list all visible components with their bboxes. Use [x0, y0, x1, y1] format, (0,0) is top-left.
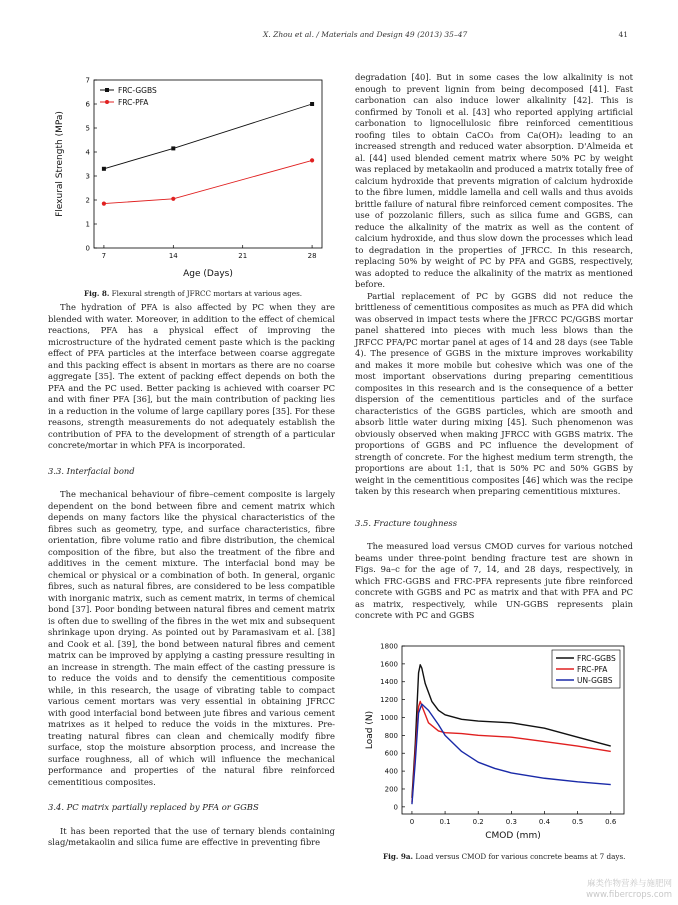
- data-point: [102, 202, 106, 206]
- y-tick-label: 200: [384, 785, 398, 794]
- y-axis-label: Load (N): [365, 710, 375, 750]
- paragraph: The hydration of PFA is also affected by PC when they are blended with water. Moreover, in addition to the effect of chemical reactions, PFA has a physical effect of improving the microstructure of the hydrated cement paste which is the packing effect of PFA particles at the interface between coarse aggregate and this packing effect is absent in mortars as there are no coarse aggregate [35]. The extent of packing effect depends on both the PFA and the PC used. Better packing is achieved with coarser PC and with finer PFA [36], but the main contribution of packing lies in a reduction in the volume of large capillary pores [35]. For these reasons, strength measurements do not adequately establish the contribution of PFA to the development of strength of a particular concrete/mortar in which PFA is incorporated.: [48, 302, 335, 450]
- x-tick-label: 0.2: [472, 818, 484, 826]
- page-number: 41: [618, 30, 628, 39]
- legend: [552, 650, 620, 688]
- series-line-un-ggbs: [412, 704, 611, 804]
- y-tick-label: 2: [85, 196, 90, 205]
- series-line-frc-ggbs: [104, 104, 312, 169]
- x-tick-label: 0.1: [439, 818, 451, 826]
- legend-frc-ggbs: FRC-GGBS: [577, 654, 616, 663]
- watermark: [586, 879, 672, 901]
- watermark-line: www.fibercrops.com: [586, 890, 672, 900]
- y-tick-label: 4: [85, 148, 90, 157]
- paragraph: The mechanical behaviour of fibre–cement composite is largely dependent on the bond between fibre and cement matrix which depends on many factors like the physical characteristics of the fibres such as geometry, type, and surface characteristics, fibre orientation, fibre volume ratio and fibre distribution, the chemical composition of the fibre, but also the treatment of the fibre and additives in the cement mixture. The interfacial bond may be chemical or physical or a combination of both. In general, organic fibres, such as natural fibres, are considered to be less compatible with inorganic matrix, such as cement matrix, in terms of chemical bond [37]. Poor bonding between natural fibres and cement matrix is often due to swelling of the fibres in the wet mix and subsequent shrinkage upon drying. As pointed out by Paramasivam et al. [38] and Cook et al. [39], the bond between natural fibres and cement matrix can be improved by applying a casting pressure resulting in an increase in strength. The main effect of the casting pressure is to reduce the voids and to densify the cementitious composite while, in this research, the usage of vibrating table to compact various cement mortars was very essential in obtaining JFRCC with good interfacial bond between jute fibres and various cement matrixes as it helped to reduce the voids in the mixtures. Pre-treating natural fibres can clean and chemically modify fibre surface, stop the moisture absorption process, and increase the surface roughness, all of which will influence the mechanical performance and properties of the natural fibre reinforced cementitious composites.: [48, 489, 335, 787]
- data-point: [171, 146, 175, 150]
- figure-9a-caption: [383, 852, 625, 861]
- left-column: [48, 302, 335, 849]
- y-tick-label: 1200: [380, 696, 398, 705]
- legend-frc-pfa: FRC-PFA: [118, 98, 149, 107]
- legend: [100, 86, 157, 107]
- section-heading: 3.5. Fracture toughness: [355, 517, 458, 528]
- caption-text: Flexural strength of JFRCC mortars at various ages.: [111, 289, 303, 298]
- x-tick-label: 0.4: [538, 818, 551, 826]
- figure-9a-chart: [362, 640, 632, 845]
- y-tick-label: 0: [85, 244, 90, 253]
- y-tick-label: 400: [384, 767, 398, 776]
- paragraph: The measured load versus CMOD curves for various notched beams under three-point bending fracture test are shown in Figs. 9a–c for the age of 7, 14, and 28 days, respectively, in which FRC-GGBS and FRC-PFA represents jute fibre reinforced concrete with GGBS and PC as matrix and that with PFA and PC as matrix, respectively, while UN-GGBS represents plain concrete with PC and GGBS: [355, 541, 633, 620]
- legend-frc-pfa: FRC-PFA: [577, 665, 608, 674]
- figure-8-chart: [50, 72, 335, 282]
- y-axis-label: Flexural Strength (MPa): [55, 111, 65, 217]
- watermark-line: 麻类作物营养与施肥网: [586, 879, 672, 889]
- x-tick-label: 28: [307, 252, 317, 260]
- y-tick-label: 1400: [380, 678, 398, 687]
- y-tick-label: 3: [85, 172, 90, 181]
- paragraph: degradation [40]. But in some cases the low alkalinity is not enough to prevent lignin from being decomposed [41]. Fast carbonation can also induce lower alkalinity [42]. This is confirmed by Tonoli et al. [43] who reported applying artificial carbonation to lignocellulosic fibre reinforced cementitious roofing tiles to obtain CaCO₃ from Ca(OH)₂ leading to an increased strength and reduced water absorption. D'Almeida et al. [44] used blended cement matrix where 50% PC by weight was replaced by metakaolin and produced a matrix totally free of calcium hydroxide that prevents migration of calcium hydroxide to the fibre lumen, middle lamella and cell walls and thus avoids brittle failure of natural fibre reinforced cement composites. The use of pozzolanic fillers, such as silica fume and GGBS, can reduce the alkalinity of the matrix as well as the content of calcium hydroxide, and thus slow down the processes which lead to degradation in the properties of JFRCC. In this research, replacing 50% by weight of PC by PFA and GGBS, respectively, was adopted to reduce the alkalinity of the matrix as mentioned before.: [355, 72, 633, 289]
- data-point: [310, 102, 314, 106]
- section-heading: 3.3. Interfacial bond: [48, 465, 135, 476]
- y-tick-label: 1: [85, 220, 90, 229]
- caption-text: Load versus CMOD for various concrete beams at 7 days.: [415, 852, 626, 861]
- page-header: [48, 30, 628, 42]
- figure-8-caption: [84, 289, 302, 298]
- caption-label: Fig. 9a.: [383, 852, 414, 861]
- x-tick-label: 0.5: [572, 818, 584, 826]
- journal-citation: X. Zhou et al. / Materials and Design 49 (2013) 35–47: [263, 30, 468, 39]
- y-tick-label: 7: [85, 76, 90, 85]
- legend-frc-ggbs: FRC-GGBS: [118, 86, 157, 95]
- y-tick-label: 5: [85, 124, 90, 133]
- x-tick-label: 0.3: [505, 818, 517, 826]
- y-tick-label: 1000: [380, 713, 398, 722]
- caption-label: Fig. 8.: [84, 289, 110, 298]
- x-tick-label: 14: [168, 252, 178, 260]
- y-tick-label: 1800: [380, 642, 398, 651]
- x-axis-label: Age (Days): [183, 269, 233, 279]
- data-point: [102, 167, 106, 171]
- series-line-frc-pfa: [104, 160, 312, 203]
- legend-un-ggbs: UN-GGBS: [577, 676, 613, 685]
- x-axis-label: CMOD (mm): [485, 831, 541, 841]
- y-tick-label: 800: [384, 731, 398, 740]
- data-point: [310, 158, 314, 162]
- section-heading: 3.4. PC matrix partially replaced by PFA or GGBS: [48, 802, 259, 812]
- x-tick-label: 0: [409, 818, 415, 826]
- x-tick-label: 7: [101, 252, 107, 260]
- paragraph: It has been reported that the use of ternary blends containing slag/metakaolin and silica fume are effective in preventing fibre: [48, 825, 335, 847]
- y-tick-label: 6: [85, 100, 90, 109]
- data-point: [171, 197, 175, 201]
- x-tick-label: 0.6: [605, 818, 617, 826]
- y-tick-label: 0: [393, 803, 398, 812]
- y-tick-label: 600: [384, 749, 398, 758]
- series-line-frc-pfa: [412, 701, 611, 802]
- right-column: [355, 72, 633, 622]
- x-tick-label: 21: [238, 252, 248, 260]
- y-tick-label: 1600: [380, 660, 398, 669]
- paragraph: Partial replacement of PC by GGBS did not reduce the brittleness of cementitious composites as much as PFA did which was observed in impact tests where the JFRCC PC/GGBS mortar panel shattered into pieces with much less blows than the JRFCC PFA/PC mortar panel at ages of 14 and 28 days (see Table 4). The presence of GGBS in the mixture improves workability and makes it more mobile but cohesive which was one of the most important observations during preparing cementitious composites in this research and is the consequence of a better dispersion of the cementitious particles and of the surface characteristics of the GGBS particles, which are smooth and absorb little water during mixing [45]. Such phenomenon was obviously observed when making JFRCC with GGBS matrix. The proportions of GGBS and PC influence the development of strength of concrete. For the highest medium term strength, the proportions are about 1:1, that is 50% PC and 50% GGBS by weight in the cementitious composites [46] which was the recipe taken by this research when preparing cementitious mixtures.: [355, 290, 633, 496]
